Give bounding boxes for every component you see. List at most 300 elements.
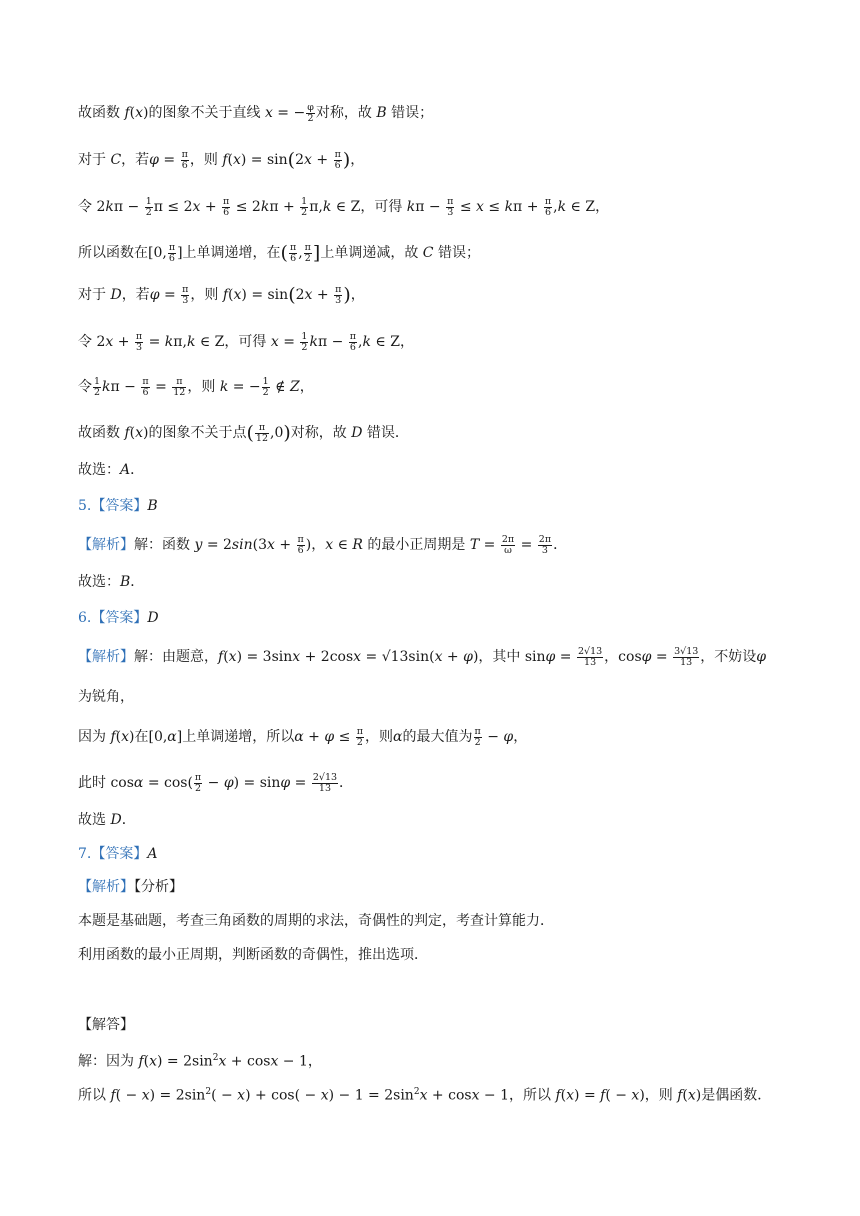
numerator: π bbox=[168, 241, 176, 253]
denominator: 12 bbox=[173, 386, 186, 398]
text-run: α bbox=[167, 729, 177, 745]
numerator: 1 bbox=[301, 195, 308, 207]
text-run: x bbox=[304, 287, 313, 303]
text-run: 解：由题意， bbox=[134, 649, 218, 665]
denominator: 2 bbox=[304, 252, 311, 264]
text-run: )，其中 sin bbox=[472, 649, 546, 665]
text-run: φ bbox=[503, 729, 514, 745]
denominator: 6 bbox=[290, 252, 297, 264]
fraction bbox=[300, 197, 308, 218]
text-run: D bbox=[110, 287, 122, 303]
text-run: + 2cos bbox=[300, 649, 354, 665]
text-run: x bbox=[476, 199, 484, 215]
text-run: k bbox=[186, 334, 196, 350]
text-run: + cos bbox=[427, 1087, 472, 1104]
fraction bbox=[145, 197, 153, 218]
text-run: ) = 3sin bbox=[236, 649, 293, 665]
text-run: ，若 bbox=[121, 152, 150, 168]
text-run: )的图象不关于直线 bbox=[143, 105, 265, 121]
text-run: − bbox=[482, 729, 504, 745]
text-run: ∈ Z， bbox=[566, 199, 610, 215]
numerator: π bbox=[181, 148, 188, 160]
text-run: x bbox=[631, 1087, 640, 1104]
text-run: ，则 bbox=[365, 729, 394, 745]
text-run: k bbox=[219, 379, 229, 395]
text-run: x bbox=[434, 649, 443, 665]
superscript: 2 bbox=[212, 1053, 219, 1063]
fraction bbox=[673, 647, 699, 668]
text-run: A bbox=[147, 846, 158, 862]
text-run: α bbox=[393, 729, 403, 745]
numerator: 2√13 bbox=[312, 771, 338, 783]
text-line bbox=[78, 196, 609, 218]
text-run: )在[0, bbox=[129, 729, 168, 745]
bracket: ) bbox=[342, 149, 351, 171]
text-run: f bbox=[677, 1087, 683, 1104]
text-run: ≤ bbox=[483, 199, 505, 215]
text-run: + bbox=[274, 537, 296, 553]
numerator: π bbox=[142, 375, 149, 387]
denominator: 2 bbox=[195, 782, 202, 794]
text-run: ( − bbox=[211, 1087, 238, 1104]
text-run: C bbox=[110, 152, 122, 168]
text-run: x bbox=[218, 1053, 227, 1070]
fraction bbox=[334, 285, 342, 306]
text-run: φ bbox=[324, 729, 335, 745]
text-run: T bbox=[469, 537, 480, 553]
numerator: 2√13 bbox=[577, 645, 603, 657]
text-run: x bbox=[270, 1053, 279, 1070]
text-run: 2 bbox=[295, 287, 305, 303]
text-line bbox=[78, 1014, 134, 1036]
denominator: 2 bbox=[301, 341, 308, 353]
text-run: + bbox=[303, 729, 325, 745]
text-run: x bbox=[121, 729, 130, 745]
numerator: π bbox=[356, 725, 364, 737]
text-line bbox=[78, 495, 158, 517]
text-run: sin bbox=[231, 537, 253, 553]
denominator: 3 bbox=[136, 341, 143, 353]
text-run: 上单调递减，故 bbox=[320, 245, 423, 261]
text-run: x bbox=[149, 1053, 158, 1070]
denominator: 2 bbox=[474, 736, 481, 748]
text-line bbox=[78, 422, 409, 444]
text-run: x bbox=[325, 537, 334, 553]
text-run: x bbox=[105, 334, 114, 350]
denominator: 3 bbox=[182, 294, 189, 306]
text-run: 本题是基础题，考查三角函数的周期的求法，奇偶性的判定，考查计算能力． bbox=[78, 913, 554, 929]
text-run: (3 bbox=[252, 537, 267, 553]
text-run: f bbox=[222, 152, 228, 168]
text-run: 对称，故 bbox=[290, 425, 352, 441]
denominator: ω bbox=[504, 544, 512, 556]
numerator: π bbox=[194, 771, 202, 783]
text-run: k bbox=[260, 199, 270, 215]
text-run: , bbox=[358, 334, 363, 350]
text-run: π ≤ 2 bbox=[153, 199, 193, 215]
text-line bbox=[78, 646, 766, 668]
denominator: 3 bbox=[541, 544, 548, 556]
text-line bbox=[78, 534, 567, 556]
superscript: 2 bbox=[205, 1087, 212, 1097]
text-run: x bbox=[266, 537, 275, 553]
text-line bbox=[78, 1081, 771, 1107]
numerator: π bbox=[474, 725, 481, 737]
fraction bbox=[312, 773, 338, 794]
text-run: 对于 bbox=[78, 287, 111, 303]
text-run: x bbox=[419, 1087, 428, 1104]
fraction bbox=[306, 103, 315, 124]
text-run: = bbox=[555, 649, 576, 665]
text-run: π − bbox=[415, 199, 446, 215]
bracket: ( bbox=[288, 284, 296, 306]
text-run: ， bbox=[299, 379, 314, 395]
denominator: 2 bbox=[94, 386, 101, 398]
bracket: ] bbox=[312, 242, 321, 264]
numerator: π bbox=[304, 241, 311, 253]
fraction bbox=[300, 332, 308, 353]
text-run: ) = 2sin bbox=[149, 1087, 206, 1104]
section-label: 6.【答案】 bbox=[78, 610, 148, 626]
text-run: k bbox=[164, 334, 174, 350]
text-run: x bbox=[264, 105, 273, 121]
numerator: 1 bbox=[145, 195, 152, 207]
text-run: 故选 bbox=[78, 812, 111, 828]
text-run: φ bbox=[545, 649, 556, 665]
text-run: 所以函数在[0, bbox=[78, 245, 167, 261]
fraction bbox=[349, 332, 357, 353]
numerator: π bbox=[172, 377, 186, 388]
text-run: = bbox=[479, 537, 500, 553]
text-line bbox=[78, 772, 353, 794]
text-run: π − bbox=[113, 199, 144, 215]
text-run: ≤ bbox=[334, 729, 355, 745]
text-run: ，则 bbox=[189, 152, 223, 168]
text-run: f bbox=[124, 425, 130, 441]
text-run: x bbox=[304, 152, 312, 168]
text-run: B bbox=[147, 498, 158, 514]
fraction bbox=[181, 150, 189, 171]
text-line bbox=[78, 809, 136, 831]
text-run: 故函数 bbox=[78, 105, 125, 121]
text-run: 令 bbox=[78, 379, 92, 395]
text-run: ) = sin bbox=[233, 775, 281, 791]
text-run: x bbox=[320, 1087, 329, 1104]
text-run: ∉ bbox=[270, 379, 290, 395]
text-run: ( bbox=[223, 649, 229, 665]
fraction bbox=[172, 377, 186, 398]
text-line bbox=[78, 242, 480, 264]
text-run: = − bbox=[272, 105, 306, 121]
text-run: + bbox=[312, 287, 334, 303]
denominator: 6 bbox=[297, 544, 304, 556]
text-run: ) = bbox=[574, 1087, 601, 1104]
text-run: )， bbox=[305, 537, 326, 553]
text-run: 利用函数的最小正周期，判断函数的奇偶性，推出选项． bbox=[78, 947, 428, 963]
numerator: 3√13 bbox=[674, 645, 699, 657]
text-run: π − bbox=[317, 334, 348, 350]
section-label: 5.【答案】 bbox=[78, 498, 148, 514]
text-run: k bbox=[309, 334, 318, 350]
text-run: = bbox=[158, 152, 180, 168]
text-run: x bbox=[233, 287, 242, 303]
numerator: π bbox=[182, 283, 189, 295]
denominator: 2 bbox=[262, 386, 269, 398]
text-run: ( bbox=[228, 287, 234, 303]
text-run: = bbox=[150, 379, 172, 395]
text-run: x bbox=[687, 1087, 696, 1104]
bracket: ) bbox=[283, 422, 291, 444]
text-run: = bbox=[290, 775, 311, 791]
numerator: 2π bbox=[501, 533, 515, 545]
text-run: − bbox=[203, 775, 224, 791]
fraction bbox=[544, 197, 552, 218]
text-run: ) + cos( − bbox=[245, 1087, 321, 1104]
denominator: 6 bbox=[168, 252, 175, 264]
text-run: ∈ Z， bbox=[370, 334, 414, 350]
text-run: 错误； bbox=[433, 245, 480, 261]
text-line bbox=[78, 944, 428, 966]
numerator: 1 bbox=[301, 330, 308, 342]
text-run: ( bbox=[143, 1053, 150, 1070]
text-run: x bbox=[566, 1087, 575, 1104]
text-run: ( bbox=[115, 729, 122, 745]
denominator: 6 bbox=[142, 386, 149, 398]
text-run: φ bbox=[149, 152, 159, 168]
text-run: k bbox=[322, 199, 332, 215]
text-run: + cos bbox=[226, 1053, 271, 1070]
fraction bbox=[93, 377, 101, 398]
denominator: 13 bbox=[584, 656, 597, 668]
text-run: )，则 bbox=[639, 1087, 678, 1104]
text-run: k bbox=[557, 199, 567, 215]
text-run: 令 2 bbox=[78, 199, 106, 215]
text-run: ． bbox=[339, 775, 354, 791]
text-run: ]上单调递增，所以 bbox=[176, 729, 295, 745]
text-run: 令 2 bbox=[78, 334, 106, 350]
text-run: B bbox=[120, 574, 131, 590]
text-run: ， bbox=[350, 287, 365, 303]
text-run: ( bbox=[129, 105, 136, 121]
fraction bbox=[538, 535, 552, 556]
numerator: π bbox=[349, 330, 357, 342]
text-run: 此时 cos bbox=[78, 775, 134, 791]
text-line bbox=[78, 376, 314, 398]
fraction bbox=[474, 727, 482, 748]
text-run: φ bbox=[280, 775, 291, 791]
fraction bbox=[194, 773, 202, 794]
text-run: f bbox=[555, 1087, 561, 1104]
text-run: 解：函数 bbox=[134, 537, 195, 553]
fraction bbox=[135, 332, 143, 353]
bracket: ( bbox=[246, 422, 254, 444]
text-run: 的最大值为 bbox=[402, 729, 473, 745]
denominator: 3 bbox=[447, 206, 454, 218]
text-run: )的图象不关于点 bbox=[143, 425, 247, 441]
text-run: ． bbox=[130, 574, 145, 590]
fraction bbox=[334, 150, 342, 171]
text-run: k bbox=[105, 199, 114, 215]
text-run: = bbox=[159, 287, 181, 303]
text-run: ( bbox=[560, 1087, 567, 1104]
text-run: ( bbox=[682, 1087, 688, 1104]
text-line bbox=[78, 607, 159, 629]
text-run: ) = sin bbox=[241, 287, 289, 303]
text-run: A bbox=[120, 462, 131, 478]
fraction bbox=[356, 727, 364, 748]
fraction bbox=[446, 197, 454, 218]
text-run: , bbox=[553, 199, 558, 215]
text-line bbox=[78, 102, 433, 124]
text-run: φ bbox=[463, 649, 473, 665]
text-run: φ bbox=[756, 649, 767, 665]
text-run: ( − bbox=[115, 1087, 142, 1104]
text-run: ，若 bbox=[121, 287, 150, 303]
text-run: Z bbox=[289, 379, 300, 395]
text-line bbox=[78, 331, 414, 353]
text-run: D bbox=[351, 425, 363, 441]
text-run: 【分析】 bbox=[134, 879, 183, 895]
text-run: f bbox=[222, 287, 229, 303]
fraction bbox=[577, 647, 603, 668]
text-line bbox=[78, 149, 364, 171]
numerator: 1 bbox=[262, 375, 269, 387]
text-run: ∈ bbox=[333, 537, 353, 553]
text-run: ) = 2sin bbox=[157, 1053, 213, 1070]
bracket: ) bbox=[343, 284, 351, 306]
text-run: f bbox=[110, 1087, 116, 1104]
text-run: π − bbox=[110, 379, 141, 395]
numerator: π bbox=[255, 423, 269, 434]
text-run: x bbox=[353, 649, 362, 665]
text-run: = 2 bbox=[202, 537, 232, 553]
text-run: x bbox=[192, 199, 201, 215]
numerator: π bbox=[335, 283, 342, 295]
text-run: x bbox=[135, 105, 144, 121]
text-run: )是偶函数． bbox=[695, 1087, 772, 1104]
text-run: 解：因为 bbox=[78, 1053, 139, 1070]
text-run: ,0 bbox=[270, 425, 284, 441]
fraction bbox=[255, 423, 269, 444]
section-label: 【解析】 bbox=[78, 537, 134, 553]
denominator: 2 bbox=[356, 736, 363, 748]
text-run: C bbox=[422, 245, 434, 261]
fraction bbox=[289, 243, 297, 264]
numerator: π bbox=[135, 330, 143, 342]
text-line bbox=[78, 910, 554, 932]
text-run: ，不妨设 bbox=[700, 649, 757, 665]
fraction bbox=[304, 243, 312, 264]
text-run: + bbox=[311, 152, 333, 168]
text-run: R bbox=[352, 537, 363, 553]
text-run: k bbox=[362, 334, 371, 350]
denominator: 2 bbox=[145, 206, 152, 218]
text-run: f bbox=[124, 105, 130, 121]
denominator: 3 bbox=[335, 294, 342, 306]
text-run: ∈ Z，可得 bbox=[331, 199, 407, 215]
text-run: = bbox=[516, 537, 537, 553]
text-run: x bbox=[237, 1087, 246, 1104]
text-run: ． bbox=[130, 462, 145, 478]
denominator: 13 bbox=[680, 656, 693, 668]
numerator: π bbox=[223, 195, 230, 207]
text-run: 【解答】 bbox=[78, 1017, 134, 1033]
text-run: ， bbox=[350, 152, 365, 168]
text-run: f bbox=[110, 729, 116, 745]
numerator: π bbox=[297, 533, 304, 545]
text-run: α bbox=[294, 729, 304, 745]
text-line bbox=[78, 571, 144, 593]
denominator: 6 bbox=[334, 159, 341, 171]
text-run: π + bbox=[269, 199, 300, 215]
text-run: ． bbox=[121, 812, 136, 828]
text-run: π + bbox=[513, 199, 543, 215]
text-run: ( bbox=[129, 425, 136, 441]
text-run: 因为 bbox=[78, 729, 111, 745]
text-run: D bbox=[110, 812, 122, 828]
denominator: 6 bbox=[349, 341, 356, 353]
text-run: 的最小正周期是 bbox=[362, 537, 470, 553]
text-run: + bbox=[200, 199, 222, 215]
text-run: x bbox=[232, 152, 241, 168]
text-run: f bbox=[138, 1053, 144, 1070]
text-run: = − bbox=[228, 379, 261, 395]
text-run: f bbox=[218, 649, 224, 665]
denominator: 2 bbox=[301, 206, 308, 218]
text-run: = bbox=[651, 649, 673, 665]
text-run: f bbox=[600, 1087, 606, 1104]
text-line bbox=[78, 726, 527, 748]
fraction bbox=[222, 197, 230, 218]
text-run: 故选： bbox=[78, 462, 120, 478]
text-run: = √13sin( bbox=[361, 649, 435, 665]
text-run: D bbox=[147, 610, 159, 626]
text-run: ，则 bbox=[187, 379, 220, 395]
text-run: = bbox=[144, 334, 165, 350]
text-run: ，则 bbox=[190, 287, 223, 303]
text-line bbox=[78, 876, 183, 898]
text-run: 故选： bbox=[78, 574, 120, 590]
bracket: ( bbox=[287, 149, 296, 171]
text-run: φ bbox=[149, 287, 160, 303]
text-run: ∈ Z，可得 bbox=[195, 334, 271, 350]
fraction bbox=[297, 535, 305, 556]
fraction bbox=[181, 285, 189, 306]
numerator: π bbox=[447, 195, 454, 207]
text-run: φ bbox=[641, 649, 652, 665]
text-run: x bbox=[270, 334, 279, 350]
text-run: 所以 bbox=[78, 1087, 111, 1104]
fraction bbox=[168, 243, 176, 264]
denominator: 12 bbox=[255, 432, 268, 444]
numerator: π bbox=[289, 241, 297, 253]
denominator: 6 bbox=[181, 159, 188, 171]
text-run: π, bbox=[173, 334, 187, 350]
denominator: 6 bbox=[544, 206, 552, 218]
text-run: y bbox=[194, 537, 203, 553]
text-run: ) = sin bbox=[240, 152, 288, 168]
text-line bbox=[78, 843, 157, 865]
text-run: − 1，所以 bbox=[479, 1087, 556, 1104]
text-run: + bbox=[113, 334, 134, 350]
text-run: x bbox=[228, 649, 237, 665]
numerator: π bbox=[544, 195, 552, 207]
section-label: 【解析】 bbox=[78, 649, 134, 665]
text-run: 为锐角， bbox=[78, 689, 134, 705]
section-label: 7.【答案】 bbox=[78, 846, 148, 862]
text-line bbox=[78, 686, 134, 708]
text-run: k bbox=[504, 199, 514, 215]
